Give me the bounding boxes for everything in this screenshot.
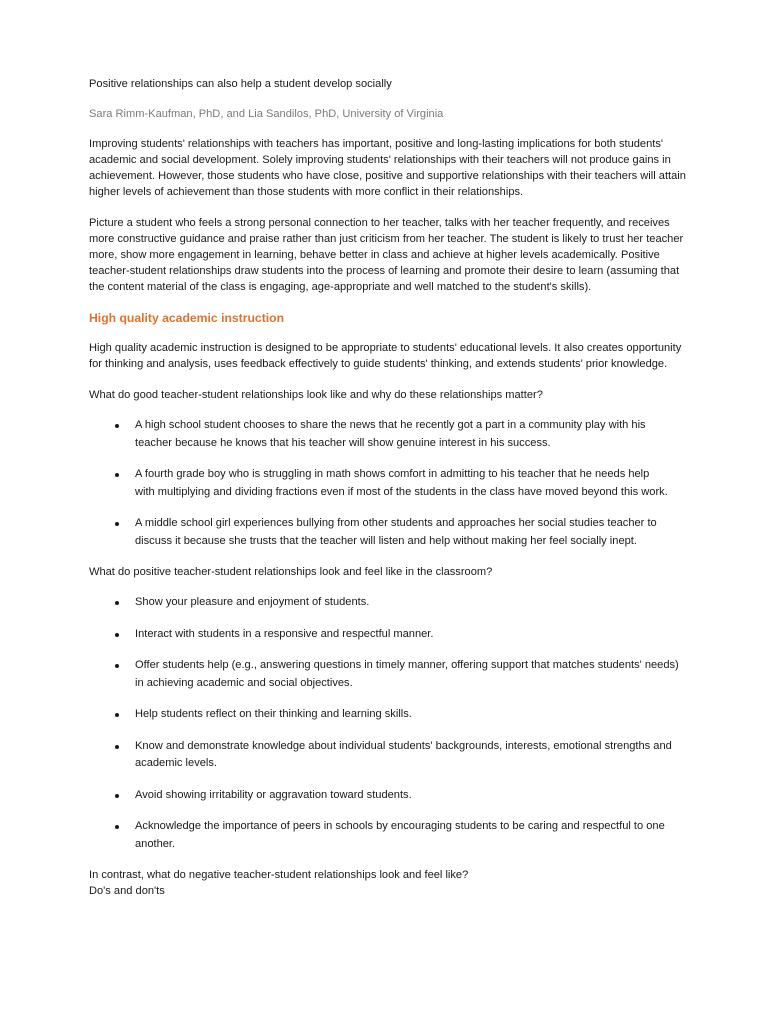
paragraph-instruction: High quality academic instruction is designed to be appropriate to students' educational levels. It also creates opportunity for thinking and analysis, uses feedback effectively to guide students' thinking, and extends students' prior knowledge. (89, 342, 682, 370)
paragraph-picture-student: Picture a student who feels a strong personal connection to her teacher, talks with her teacher frequently, and receives more constructive guidance and praise rather than just criticism from her teacher. The student is likely to trust her teacher more, show more engagement in learning, behave better in class and achieve at higher levels academically. Positive teacher-student relationships draw students into the process of learning and promote their desire to learn (assuming that the content material of the class is engaging, age-appropriate and well matched to the student's skills). (89, 217, 684, 293)
list-item-text: A fourth grade boy who is struggling in math shows comfort in admitting to his teacher that he needs help with multiplying and dividing fractions even if most of the students in the class have moved beyond this work. (135, 468, 668, 498)
list-item (89, 818, 689, 853)
paragraph-intro: Improving students' relationships with teachers has important, positive and long-lasting implications for both students' academic and social development. Solely improving students' relationships with their teachers will not produce gains in achievement. However, those students who have close, positive and supportive relationships with their teachers will attain higher levels of achievement than those students with more conflict in their relationships. (89, 138, 686, 198)
list-item-text: Avoid showing irritability or aggravation toward students. (135, 788, 412, 801)
list-item (89, 738, 689, 773)
examples-list (89, 417, 689, 550)
list-item-text: Show your pleasure and enjoyment of students. (135, 596, 370, 608)
tips-list (89, 594, 689, 853)
bullet-icon (115, 633, 119, 637)
bullet-icon (115, 424, 119, 428)
list-item-text: A middle school girl experiences bullying from other students and approaches her social studies teacher to discuss it because she trusts that the teacher will listen and help without making her feel socially inept. (135, 517, 657, 547)
list-item (89, 657, 689, 692)
list-item-text: Know and demonstrate knowledge about individual students' backgrounds, interests, emotional strengths and academic levels. (135, 739, 672, 769)
question-good-relationships: What do good teacher-student relationships look like and why do these relationships matter? (89, 389, 543, 401)
section-heading: High quality academic instruction (89, 311, 285, 325)
list-item (89, 706, 689, 724)
list-item (89, 626, 689, 644)
question-classroom: What do positive teacher-student relationships look and feel like in the classroom? (89, 566, 493, 578)
bullet-icon (115, 473, 119, 477)
bullet-icon (115, 794, 119, 798)
bullet-icon (115, 601, 119, 605)
question-negative: In contrast, what do negative teacher-student relationships look and feel like? (89, 869, 469, 881)
list-item (89, 417, 689, 452)
list-item-text: Interact with students in a responsive and respectful manner. (135, 627, 434, 640)
bullet-icon (115, 664, 119, 668)
list-item (89, 515, 689, 550)
list-item (89, 787, 689, 805)
list-item-text: Offer students help (e.g., answering questions in timely manner, offering support that matches students' needs) in achieving academic and social objectives. (135, 659, 679, 689)
author-line: Sara Rimm-Kaufman, PhD, and Lia Sandilos, PhD, University of Virginia (89, 108, 444, 120)
document-title: Positive relationships can also help a student develop socially (89, 78, 392, 90)
list-item (89, 594, 689, 612)
bullet-icon (115, 825, 119, 829)
bullet-icon (115, 713, 119, 717)
list-item-text: A high school student chooses to share the news that he recently got a part in a community play with his teacher because he knows that his teacher will show genuine interest in his success. (135, 419, 646, 449)
document-page (89, 76, 689, 899)
list-item (89, 466, 689, 501)
closing-line: Do's and don'ts (89, 885, 165, 897)
bullet-icon (115, 522, 119, 526)
bullet-icon (115, 745, 119, 749)
list-item-text: Acknowledge the importance of peers in schools by encouraging students to be caring and respectful to one another. (135, 820, 665, 850)
list-item-text: Help students reflect on their thinking and learning skills. (135, 708, 412, 720)
